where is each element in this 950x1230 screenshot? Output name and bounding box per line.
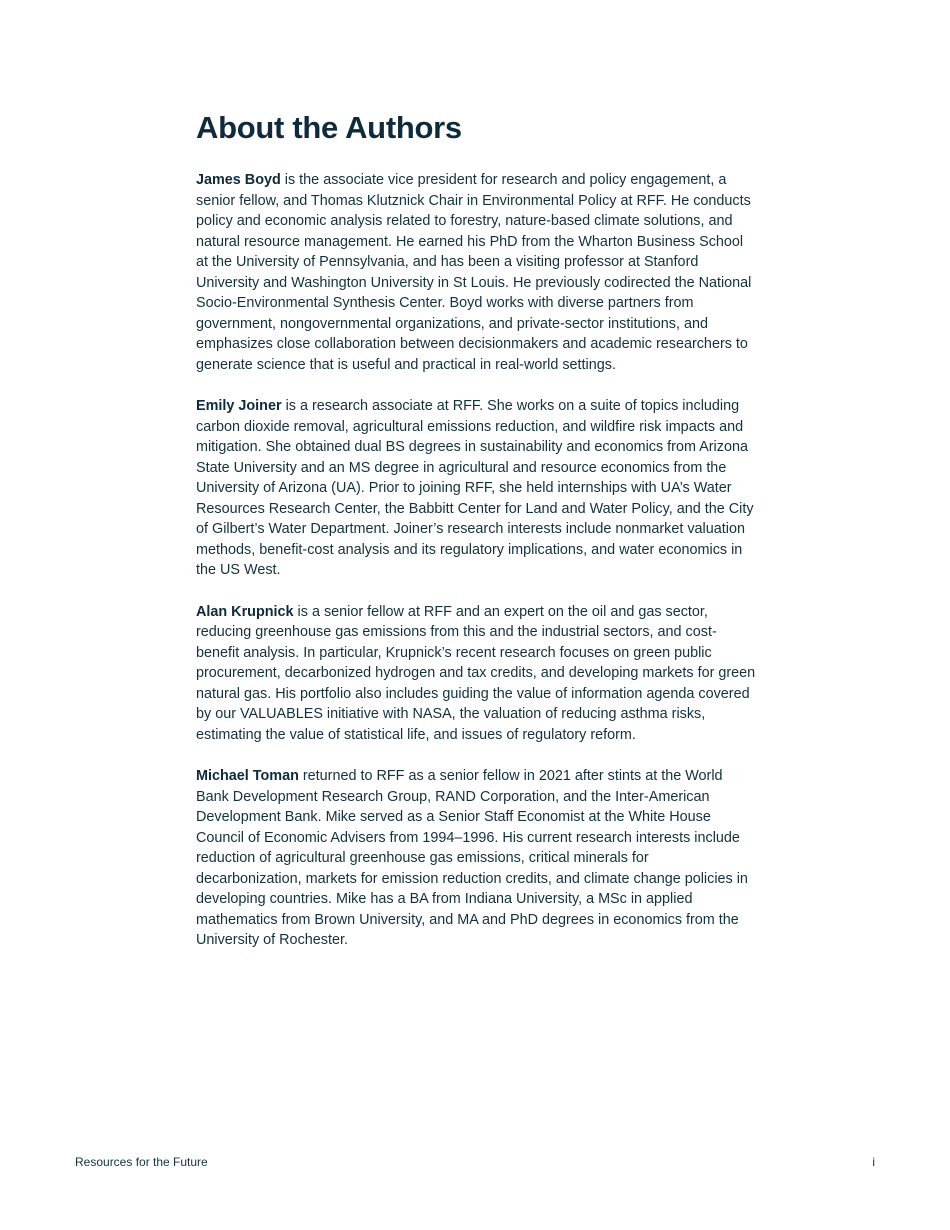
page-title: About the Authors — [196, 110, 462, 145]
author-bio-emily-joiner — [196, 396, 756, 581]
author-bio-text: returned to RFF as a senior fellow in 2021 after stints at the World Bank Development Research Group, RAND Corporation, and the Inter-American Development Bank. Mike served as a Senior Staff Economist at the White House Council of Economic Advisers from 1994–1996. His current research interests include reduction of agricultural greenhouse gas emissions, critical minerals for decarbonization, markets for emission reduction credits, and climate change policies in developing countries. Mike has a BA from Indiana University, a MSc in applied mathematics from Brown University, and MA and PhD degrees in economics from the University of Rochester. — [196, 768, 748, 948]
author-name: Emily Joiner — [196, 398, 282, 414]
author-bio-text: is a research associate at RFF. She works on a suite of topics including carbon dioxide removal, agricultural emissions reduction, and wildfire risk impacts and mitigation. She obtained dual BS degrees in sustainability and economics from Arizona State University and an MS degree in agricultural and resource economics from the University of Arizona (UA). Prior to joining RFF, she held internships with UA’s Water Resources Research Center, the Babbitt Center for Land and Water Policy, and the City of Gilbert’s Water Department. Joiner’s research interests include nonmarket valuation methods, benefit-cost analysis and its regulatory implications, and water economics in the US West. — [196, 398, 754, 578]
author-name: Michael Toman — [196, 768, 299, 784]
main-content — [196, 108, 756, 972]
author-bio-text: is a senior fellow at RFF and an expert on the oil and gas sector, reducing greenhouse gas emissions from this and the industrial sectors, and cost-benefit analysis. In particular, Krupnick’s recent research focuses on green public procurement, decarbonized hydrogen and tax credits, and developing markets for green natural gas. His portfolio also includes guiding the value of information agenda covered by our VALUABLES initiative with NASA, the valuation of reducing asthma risks, estimating the value of statistical life, and issues of regulatory reform. — [196, 603, 756, 743]
author-name: Alan Krupnick — [196, 603, 294, 620]
footer-page-number: i — [872, 1155, 875, 1169]
author-bio-michael-toman — [196, 766, 756, 951]
footer-publisher: Resources for the Future — [75, 1155, 208, 1169]
author-bio-text: is the associate vice president for research and policy engagement, a senior fellow, and Thomas Klutznick Chair in Environmental Policy at RFF. He conducts policy and economic analysis related to forestry, nature-based climate solutions, and natural resource management. He earned his PhD from the Wharton Business School at the University of Pennsylvania, and has been a visiting professor at Stanford University and Washington University in St Louis. He previously codirected the National Socio-Environmental Synthesis Center. Boyd works with diverse partners from government, nongovernmental organizations, and private-sector institutions, and emphasizes close collaboration between decisionmakers and academic researchers to generate science that is useful and practical in real-world settings. — [196, 172, 752, 373]
author-bio-james-boyd — [196, 170, 756, 375]
author-bio-alan-krupnick — [196, 602, 756, 746]
author-name: James Boyd — [196, 172, 281, 188]
